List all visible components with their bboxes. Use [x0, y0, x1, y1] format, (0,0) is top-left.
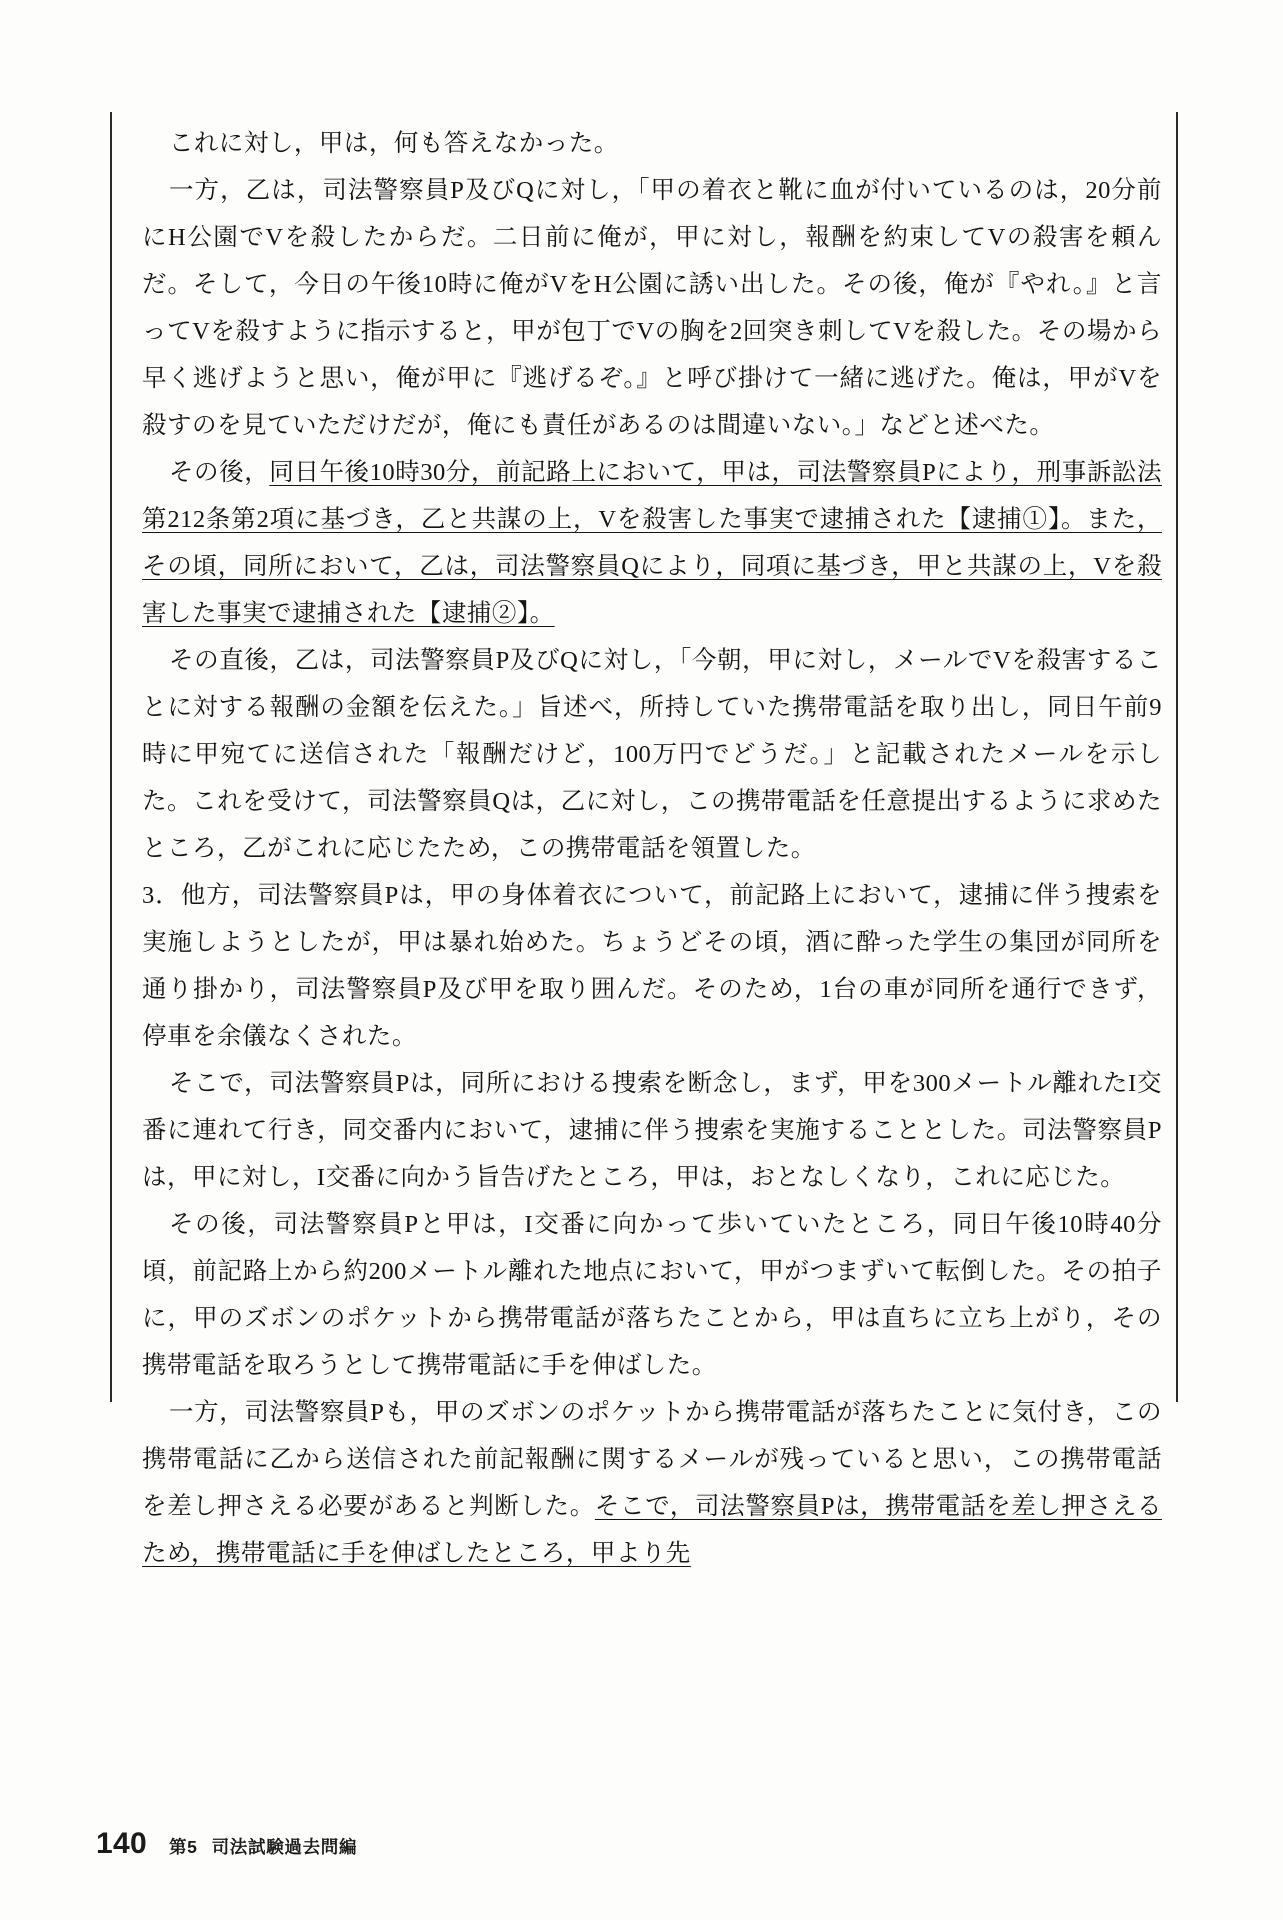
paragraph-3-run-plain: その後，: [168, 459, 270, 486]
paragraph-2: 一方，乙は，司法警察員P及びQに対し，「甲の着衣と靴に血が付いているのは，20分前にH公園でVを殺したからだ。二日前に俺が，甲に対し，報酬を約束してVの殺害を頼んだ。そして，今日の午後10時に俺がVをH公園に誘い出した。その後，俺が『やれ。』と言ってVを殺すように指示すると，甲が包丁でVの胸を2回突き刺してVを殺した。その場から早く逃げようと思い，俺が甲に『逃げるぞ。』と呼び掛けて一緒に逃げた。俺は，甲がVを殺すのを見ていただけだが，俺にも責任があるのは間違いない。」などと述べた。: [142, 177, 1162, 439]
paragraph-7: その後，司法警察員Pと甲は，I交番に向かって歩いていたところ，同日午後10時40分頃，前記路上から約200メートル離れた地点において，甲がつまずいて転倒した。その拍子に，甲のズボンのポケットから携帯電話が落ちたことから，甲は直ちに立ち上がり，その携帯電話を取ろうとして携帯電話に手を伸ばした。: [142, 1211, 1162, 1379]
paragraph-8-run-underlined: そこで，司法警察員Pは，携帯電話を差し押さえるため，携帯電話に手を伸ばしたところ，甲より先: [142, 1493, 1162, 1567]
footer-section-title: 司法試験過去問編: [211, 1837, 358, 1857]
paragraph-6: そこで，司法警察員Pは，同所における捜索を断念し，まず，甲を300メートル離れたI交番に連れて行き，同交番内において，逮捕に伴う捜索を実施することとした。司法警察員Pは，甲に対し，I交番に向かう旨告げたところ，甲は，おとなしくなり，これに応じた。: [142, 1070, 1162, 1191]
paragraph-3: [142, 449, 1162, 637]
paragraph-1: これに対し，甲は，何も答えなかった。: [168, 130, 619, 157]
left-margin-rule: [110, 112, 112, 1402]
page-number: 140: [96, 1827, 147, 1860]
paragraph-8: [142, 1389, 1162, 1577]
document-body: [142, 120, 1162, 1577]
right-margin-rule: [1176, 112, 1178, 1402]
paragraph-4: その直後，乙は，司法警察員P及びQに対し，「今朝，甲に対し，メールでVを殺害することに対する報酬の金額を伝えた。」旨述べ，所持していた携帯電話を取り出し，同日午前9時に甲宛てに送信された「報酬だけど，100万円でどうだ。」と記載されたメールを示した。これを受けて，司法警察員Qは，乙に対し，この携帯電話を任意提出するように求めたところ，乙がこれに応じたため，この携帯電話を領置した。: [142, 647, 1162, 862]
footer-section-number: 第5: [168, 1837, 198, 1857]
paragraph-3-run-underlined: 同日午後10時30分，前記路上において，甲は，司法警察員Pにより，刑事訴訟法第212条第2項に基づき，乙と共謀の上，Vを殺害した事実で逮捕された【逮捕①】。また，その頃，同所において，乙は，司法警察員Qにより，同項に基づき，甲と共謀の上，Vを殺害した事実で逮捕された【逮捕②】。: [142, 459, 1162, 627]
footer-section: [169, 1834, 357, 1859]
paragraph-8-run-plain: 一方，司法警察員Pも，甲のズボンのポケットから携帯電話が落ちたことに気付き，この携帯電話に乙から送信された前記報酬に関するメールが残っていると思い，この携帯電話を差し押さえる必要があると判断した。: [142, 1399, 1162, 1520]
paragraph-5-numbered: 3．他方，司法警察員Pは，甲の身体着衣について，前記路上において，逮捕に伴う捜索を実施しようとしたが，甲は暴れ始めた。ちょうどその頃，酒に酔った学生の集団が同所を通り掛かり，司法警察員P及び甲を取り囲んだ。そのため，1台の車が同所を通行できず，停車を余儀なくされた。: [142, 882, 1162, 1050]
page-footer: [96, 1827, 357, 1861]
